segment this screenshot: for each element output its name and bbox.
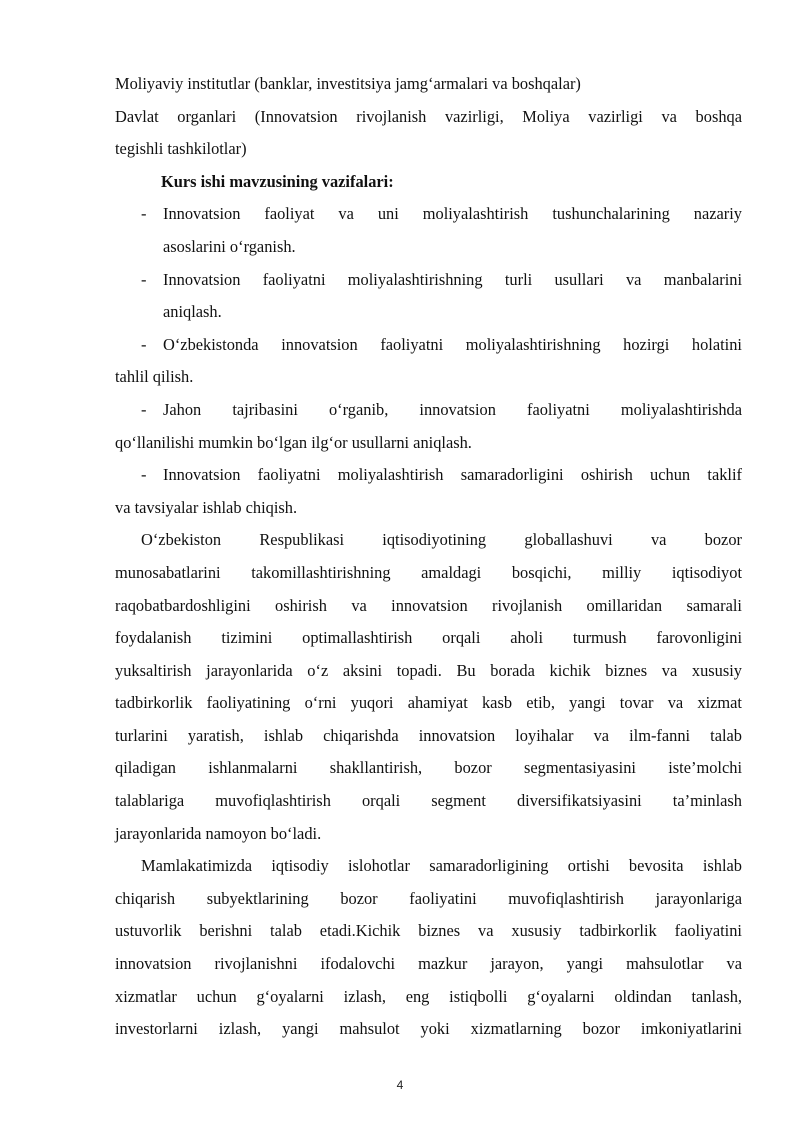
list-item-text: tahlil qilish. xyxy=(115,367,194,387)
paragraph-line: qiladigan ishlanmalarni shakllantirish, bozor segmentasiyasini iste’molchi xyxy=(115,758,742,778)
list-item-text: O‘zbekistonda innovatsion faoliyatni moliyalashtirishning hozirgi holatini xyxy=(163,334,742,354)
list-item xyxy=(115,459,742,492)
tasks-heading: Kurs ishi mavzusining vazifalari: xyxy=(161,171,394,191)
paragraph-line: munosabatlarini takomillashtirishning amaldagi bosqichi, milliy iqtisodiyot xyxy=(115,562,742,582)
intro-line: Moliyaviy institutlar (banklar, investitsiya jamg‘armalari va boshqalar) xyxy=(115,74,581,93)
paragraph-line: investorlarni izlash, yangi mahsulot yoki xizmatlarning bozor imkoniyatlarini xyxy=(115,1019,742,1039)
list-item xyxy=(115,198,742,231)
list-dash: - xyxy=(141,399,147,419)
paragraph-line: yuksaltirish jarayonlarida o‘z aksini topadi. Bu borada kichik biznes va xususiy xyxy=(115,660,742,680)
list-item-text: aniqlash. xyxy=(163,302,222,322)
list-item-text: asoslarini o‘rganish. xyxy=(163,236,296,256)
paragraph-line: O‘zbekiston Respublikasi iqtisodiyotining globallashuvi va bozor xyxy=(141,530,742,550)
page-content xyxy=(115,68,742,1046)
list-dash: - xyxy=(141,204,147,224)
intro-line: Davlat organlari (Innovatsion rivojlanish vazirligi, Moliya vazirligi va boshqa xyxy=(115,106,742,126)
list-item xyxy=(115,394,742,427)
paragraph-line: talablariga muvofiqlashtirish orqali segment diversifikatsiyasini ta’minlash xyxy=(115,791,742,811)
paragraph-line: jarayonlarida namoyon bo‘ladi. xyxy=(115,823,322,843)
list-item-text: Innovatsion faoliyatni moliyalashtirishning turli usullari va manbalarini xyxy=(163,269,742,289)
paragraph-line: foydalanish tizimini optimallashtirish orqali aholi turmush farovonligini xyxy=(115,628,742,648)
paragraph-line: raqobatbardoshligini oshirish va innovatsion rivojlanish omillaridan samarali xyxy=(115,595,742,615)
paragraph xyxy=(115,850,742,1046)
paragraph-line: tadbirkorlik faoliyatining o‘rni yuqori ahamiyat kasb etib, yangi tovar va xizmat xyxy=(115,693,742,713)
list-dash: - xyxy=(141,465,147,485)
list-item-text: Innovatsion faoliyatni moliyalashtirish samaradorligini oshirish uchun taklif xyxy=(163,465,742,485)
list-item-text: va tavsiyalar ishlab chiqish. xyxy=(115,497,298,517)
list-item-text: Innovatsion faoliyat va uni moliyalashtirish tushunchalarining nazariy xyxy=(163,204,742,224)
list-dash: - xyxy=(141,269,147,289)
list-item xyxy=(115,329,742,362)
paragraph-line: chiqarish subyektlarining bozor faoliyatini muvofiqlashtirish jarayonlariga xyxy=(115,888,742,908)
list-item-text: Jahon tajribasini o‘rganib, innovatsion faoliyatni moliyalashtirishda xyxy=(163,399,742,419)
paragraph xyxy=(115,524,742,850)
list-item xyxy=(115,264,742,297)
list-dash: - xyxy=(141,334,147,354)
paragraph-line: xizmatlar uchun g‘oyalarni izlash, eng istiqbolli g‘oyalarni oldindan tanlash, xyxy=(115,986,742,1006)
paragraph-line: innovatsion rivojlanishni ifodalovchi mazkur jarayon, yangi mahsulotlar va xyxy=(115,954,742,974)
paragraph-line: turlarini yaratish, ishlab chiqarishda innovatsion loyihalar va ilm-fanni talab xyxy=(115,725,742,745)
paragraph-line: ustuvorlik berishni talab etadi.Kichik biznes va xususiy tadbirkorlik faoliyatini xyxy=(115,921,742,941)
list-item-text: qo‘llanilishi mumkin bo‘lgan ilg‘or usullarni aniqlash. xyxy=(115,432,472,452)
paragraph-line: Mamlakatimizda iqtisodiy islohotlar samaradorligining ortishi bevosita ishlab xyxy=(141,856,742,876)
intro-line: tegishli tashkilotlar) xyxy=(115,139,247,159)
page-number: 4 xyxy=(396,1078,404,1092)
